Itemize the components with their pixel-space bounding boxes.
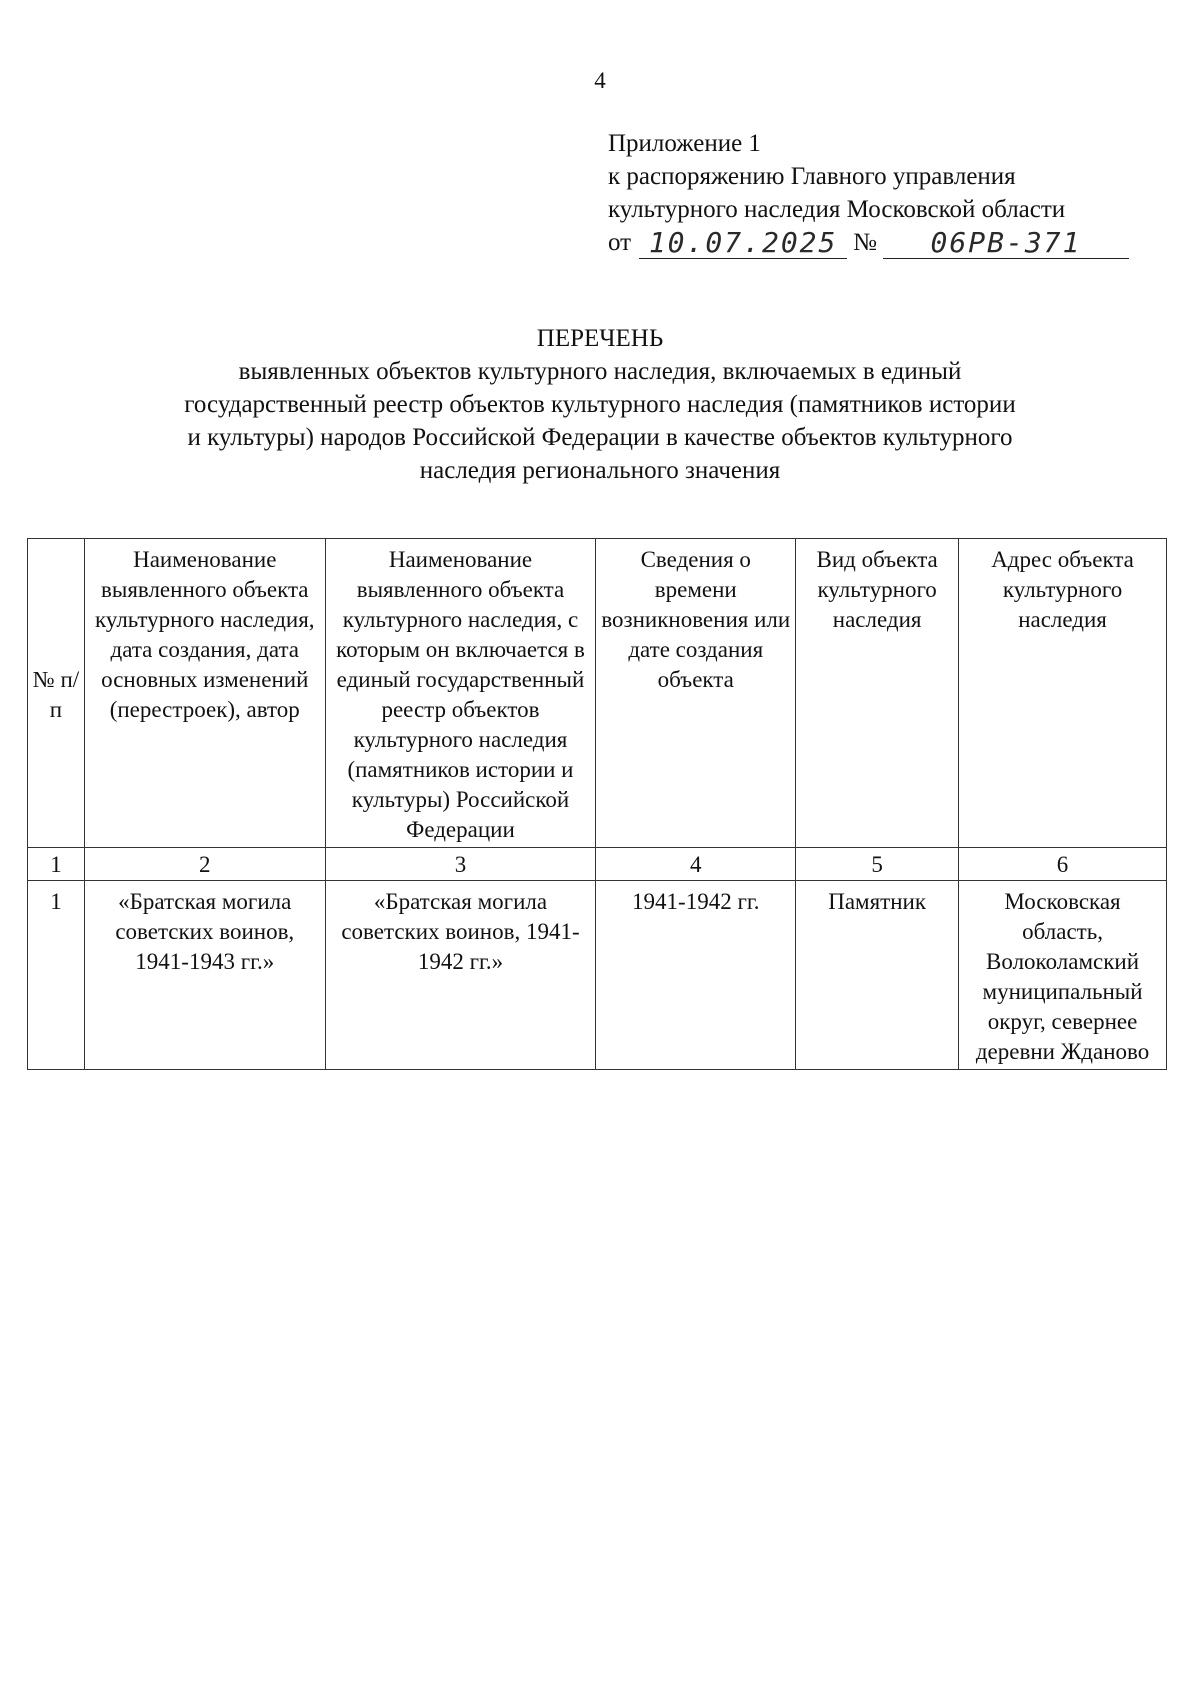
appendix-order-line: к распоряжению Главного управления <box>608 163 1016 190</box>
row-date-cell: 1941-1942 гг. <box>596 881 796 1070</box>
table-row <box>28 881 1167 1070</box>
appendix-block <box>608 127 1129 259</box>
date-prefix: от <box>608 229 632 256</box>
row-address-cell: Московская область, Волоколамский муниципальный округ, севернее деревни Жданово <box>959 881 1167 1070</box>
column-number: 3 <box>325 848 596 881</box>
title-line-4: наследия регионального значения <box>419 457 781 484</box>
handwritten-number: 06РВ-371 <box>883 228 1129 259</box>
appendix-title: Приложение 1 <box>608 130 761 157</box>
header-cell-object-name: Наименование выявленного объекта культурного наследия, дата создания, дата основных изменений (перестроек), автор <box>84 539 325 848</box>
title-line-3: и культуры) народов Российской Федерации в качестве объектов культурного <box>187 424 1013 451</box>
number-sign: № <box>853 229 877 256</box>
row-registry-name-cell: «Братская могила советских воинов, 1941-1942 гг.» <box>325 881 596 1070</box>
document-title-block <box>100 322 1100 487</box>
header-cell-address: Адрес объекта культурного наследия <box>959 539 1167 848</box>
appendix-date-row <box>608 226 1129 259</box>
column-number: 6 <box>959 848 1167 881</box>
header-cell-creation-date: Сведения о времени возникновения или дате создания объекта <box>596 539 796 848</box>
column-number: 4 <box>596 848 796 881</box>
row-kind-cell: Памятник <box>796 881 959 1070</box>
handwritten-date: 10.07.2025 <box>639 228 847 259</box>
appendix-authority-line: культурного наследия Московской области <box>608 196 1066 223</box>
row-number-cell: 1 <box>28 881 85 1070</box>
heritage-objects-table <box>27 538 1167 1070</box>
column-number-row <box>28 848 1167 881</box>
header-cell-object-kind: Вид объекта культурного наследия <box>796 539 959 848</box>
document-heading: ПЕРЕЧЕНЬ <box>536 325 664 352</box>
title-line-1: выявленных объектов культурного наследия, включаемых в единый <box>238 358 962 385</box>
page-number: 4 <box>594 68 606 93</box>
header-cell-registry-name: Наименование выявленного объекта культурного наследия, с которым он включается в единый государственный реестр объектов культурного наследия (памятников истории и культуры) Российской Федерации <box>325 539 596 848</box>
title-line-2: государственный реестр объектов культурного наследия (памятников истории <box>184 391 1016 418</box>
row-object-name-cell: «Братская могила советских воинов, 1941-1943 гг.» <box>84 881 325 1070</box>
column-number: 1 <box>28 848 85 881</box>
column-number: 2 <box>84 848 325 881</box>
table-header-row <box>28 539 1167 848</box>
column-number: 5 <box>796 848 959 881</box>
header-cell-number: № п/п <box>28 539 85 848</box>
